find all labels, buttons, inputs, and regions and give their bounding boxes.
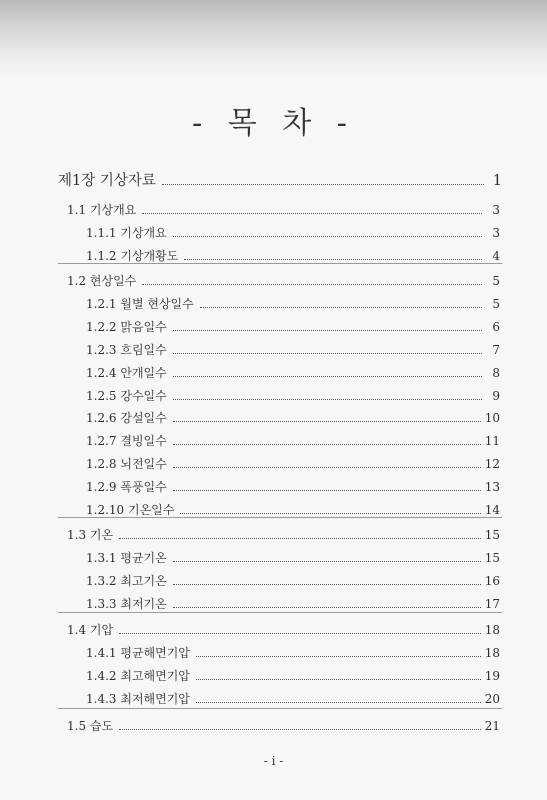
- toc-entry-label: 1.1 기상개요: [67, 203, 137, 217]
- toc-entry-label: 1.1.2 기상개황도: [86, 248, 179, 263]
- toc-entry-page: 13: [484, 480, 500, 495]
- toc-subsection-2-2[interactable]: [86, 318, 500, 335]
- leader-dots: [119, 633, 481, 634]
- toc-entry-page: 19: [484, 668, 500, 683]
- section-divider: [58, 612, 502, 613]
- page-title: - 목 차 -: [192, 106, 355, 141]
- toc-chapter-1[interactable]: [58, 169, 502, 190]
- toc-entry-page: 15: [484, 550, 500, 565]
- toc-entry-page: 18: [484, 623, 500, 637]
- toc-subsection-2-7[interactable]: [86, 432, 500, 449]
- toc-entry-page: 16: [484, 573, 500, 588]
- leader-dots: [142, 284, 482, 285]
- leader-dots: [119, 538, 481, 539]
- leader-dots: [200, 307, 482, 308]
- leader-dots: [173, 376, 482, 377]
- toc-entry-label: 1.3 기온: [67, 528, 114, 542]
- toc-subsection-2-4[interactable]: [86, 364, 500, 381]
- toc-entry-label: 1.2.2 맑음일수: [86, 319, 167, 334]
- toc-entry-label: 1.5 습도: [67, 719, 114, 733]
- toc-subsection-2-8[interactable]: [86, 455, 500, 472]
- toc-entry-page: 11: [484, 434, 500, 449]
- toc-section-5[interactable]: [67, 717, 500, 734]
- toc-subsection-2-10[interactable]: [86, 501, 500, 518]
- leader-dots: [173, 236, 482, 237]
- leader-dots: [173, 584, 481, 585]
- toc-entry-label: 1.2.3 흐림일수: [86, 342, 167, 357]
- leader-dots: [196, 702, 481, 703]
- toc-entry-page: 6: [492, 319, 500, 334]
- toc-entry-page: 17: [484, 596, 500, 611]
- toc-section-2[interactable]: [67, 272, 500, 289]
- toc-entry-page: 20: [484, 691, 500, 706]
- toc-entry-label: 1.2.7 결빙일수: [86, 434, 167, 449]
- toc-subsection-1-2[interactable]: [86, 247, 500, 264]
- section-divider: [58, 517, 502, 518]
- toc-entry-label: 1.3.3 최저기온: [86, 596, 167, 611]
- toc-entry-label: 1.2 현상일수: [67, 274, 137, 288]
- leader-dots: [119, 729, 481, 730]
- toc-subsection-1-1[interactable]: [86, 224, 500, 241]
- toc-entry-label: 1.2.8 뇌전일수: [86, 457, 167, 472]
- leader-dots: [184, 259, 482, 260]
- toc-entry-label: 1.2.9 폭풍일수: [86, 480, 167, 495]
- leader-dots: [196, 656, 481, 657]
- section-divider: [58, 263, 502, 264]
- toc-entry-page: 8: [492, 365, 500, 380]
- leader-dots: [173, 561, 481, 562]
- toc-entry-label: 1.2.4 안개일수: [86, 365, 167, 380]
- toc-entry-label: 1.2.10 기온일수: [86, 503, 175, 517]
- toc-entry-label: 1.4 기압: [67, 623, 114, 637]
- toc-subsection-2-5[interactable]: [86, 387, 500, 404]
- leader-dots: [173, 399, 482, 400]
- leader-dots: [180, 513, 480, 514]
- toc-entry-page: 3: [492, 225, 500, 240]
- toc-entry-label: 1.3.2 최고기온: [86, 573, 167, 588]
- page-number: - i -: [263, 754, 284, 768]
- toc-subsection-2-9[interactable]: [86, 478, 500, 495]
- toc-entry-label: 1.4.2 최고해면기압: [86, 668, 190, 683]
- leader-dots: [173, 421, 481, 422]
- toc-subsection-3-3[interactable]: [86, 595, 500, 612]
- toc-entry-page: 1: [492, 173, 502, 189]
- leader-dots: [173, 607, 481, 608]
- toc-entry-label: 1.4.1 평균해면기압: [86, 645, 190, 660]
- toc-subsection-2-1[interactable]: [86, 295, 500, 312]
- toc-subsection-4-3[interactable]: [86, 690, 500, 707]
- toc-subsection-3-2[interactable]: [86, 572, 500, 589]
- toc-entry-page: 4: [492, 248, 500, 263]
- toc-section-3[interactable]: [67, 526, 500, 543]
- toc-entry-label: 1.4.3 최저해면기압: [86, 691, 190, 706]
- toc-subsection-4-2[interactable]: [86, 667, 500, 684]
- toc-entry-page: 10: [484, 411, 500, 426]
- toc-entry-page: 14: [484, 503, 500, 517]
- leader-dots: [173, 490, 481, 491]
- toc-subsection-2-3[interactable]: [86, 341, 500, 358]
- toc-entry-page: 9: [492, 388, 500, 403]
- leader-dots: [173, 467, 481, 468]
- toc-entry-label: 제1장 기상자료: [58, 173, 156, 189]
- toc-entry-page: 5: [492, 296, 500, 311]
- leader-dots: [162, 184, 484, 185]
- toc-entry-page: 15: [484, 528, 500, 542]
- toc-entry-label: 1.3.1 평균기온: [86, 550, 167, 565]
- toc-subsection-4-1[interactable]: [86, 644, 500, 661]
- toc-entry-label: 1.2.6 강설일수: [86, 411, 167, 426]
- toc-entry-page: 12: [484, 457, 500, 472]
- leader-dots: [173, 444, 481, 445]
- section-divider: [58, 708, 502, 709]
- toc-entry-label: 1.1.1 기상개요: [86, 225, 167, 240]
- toc-subsection-2-6[interactable]: [86, 409, 500, 426]
- toc-subsection-3-1[interactable]: [86, 549, 500, 566]
- leader-dots: [196, 679, 481, 680]
- toc-entry-page: 7: [492, 342, 500, 357]
- leader-dots: [173, 353, 482, 354]
- toc-section-1[interactable]: [67, 201, 500, 218]
- toc-entry-page: 3: [492, 203, 500, 217]
- toc-section-4[interactable]: [67, 621, 500, 638]
- toc-entry-label: 1.2.5 강수일수: [86, 388, 167, 403]
- leader-dots: [142, 213, 482, 214]
- toc-entry-page: 18: [484, 645, 500, 660]
- toc-entry-page: 5: [492, 274, 500, 288]
- leader-dots: [173, 330, 482, 331]
- toc-entry-label: 1.2.1 월별 현상일수: [86, 296, 194, 311]
- toc-entry-page: 21: [484, 719, 500, 733]
